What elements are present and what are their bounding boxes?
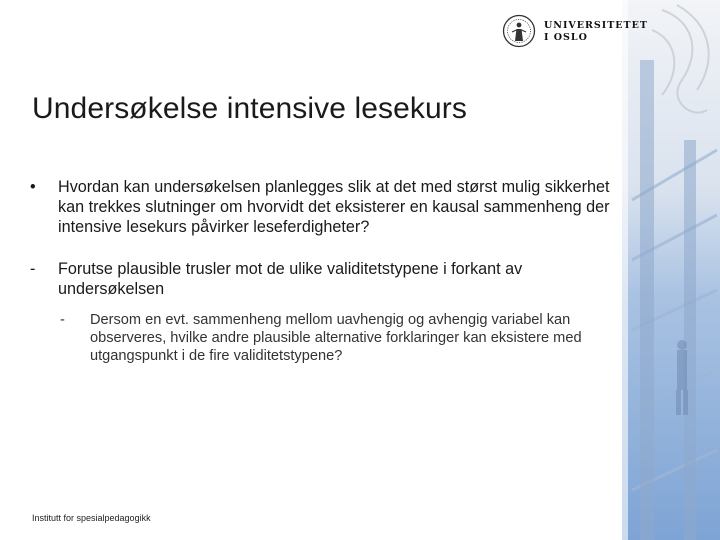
- logo-line-1: UNIVERSITETET: [544, 20, 648, 31]
- university-seal-icon: [502, 14, 536, 48]
- logo-text: [544, 20, 648, 44]
- sub-bullet-item: [58, 311, 630, 365]
- bullet-item: [30, 259, 630, 299]
- decorative-side-band: [622, 0, 720, 540]
- bullet-item: [30, 177, 630, 237]
- bullet-text: Forutse plausible trusler mot de ulike validitetstypene i forkant av undersøkelsen: [58, 260, 523, 298]
- footer-text: Institutt for spesialpedagogikk: [32, 513, 151, 523]
- logo-line-2: I OSLO: [544, 32, 588, 43]
- university-logo: [502, 14, 648, 54]
- bullet-marker: •: [30, 178, 36, 196]
- slide-title: Undersøkelse intensive lesekurs: [32, 92, 467, 125]
- bullet-list: [30, 177, 630, 365]
- sub-bullet-text: Dersom en evt. sammenheng mellom uavhengig og avhengig variabel kan observeres, hvilke andre plausible alternative forklaringer kan eksistere med utgangspunkt i de fire validitetstypene?: [90, 312, 582, 364]
- bullet-marker: -: [30, 260, 36, 278]
- sub-bullet-marker: -: [60, 312, 65, 328]
- bullet-text: Hvordan kan undersøkelsen planlegges slik at det med størst mulig sikkerhet kan trekkes slutninger om hvorvidt det eksisterer en kausal sammenheng der intensive lesekurs påvirker leseferdigheter?: [58, 178, 610, 236]
